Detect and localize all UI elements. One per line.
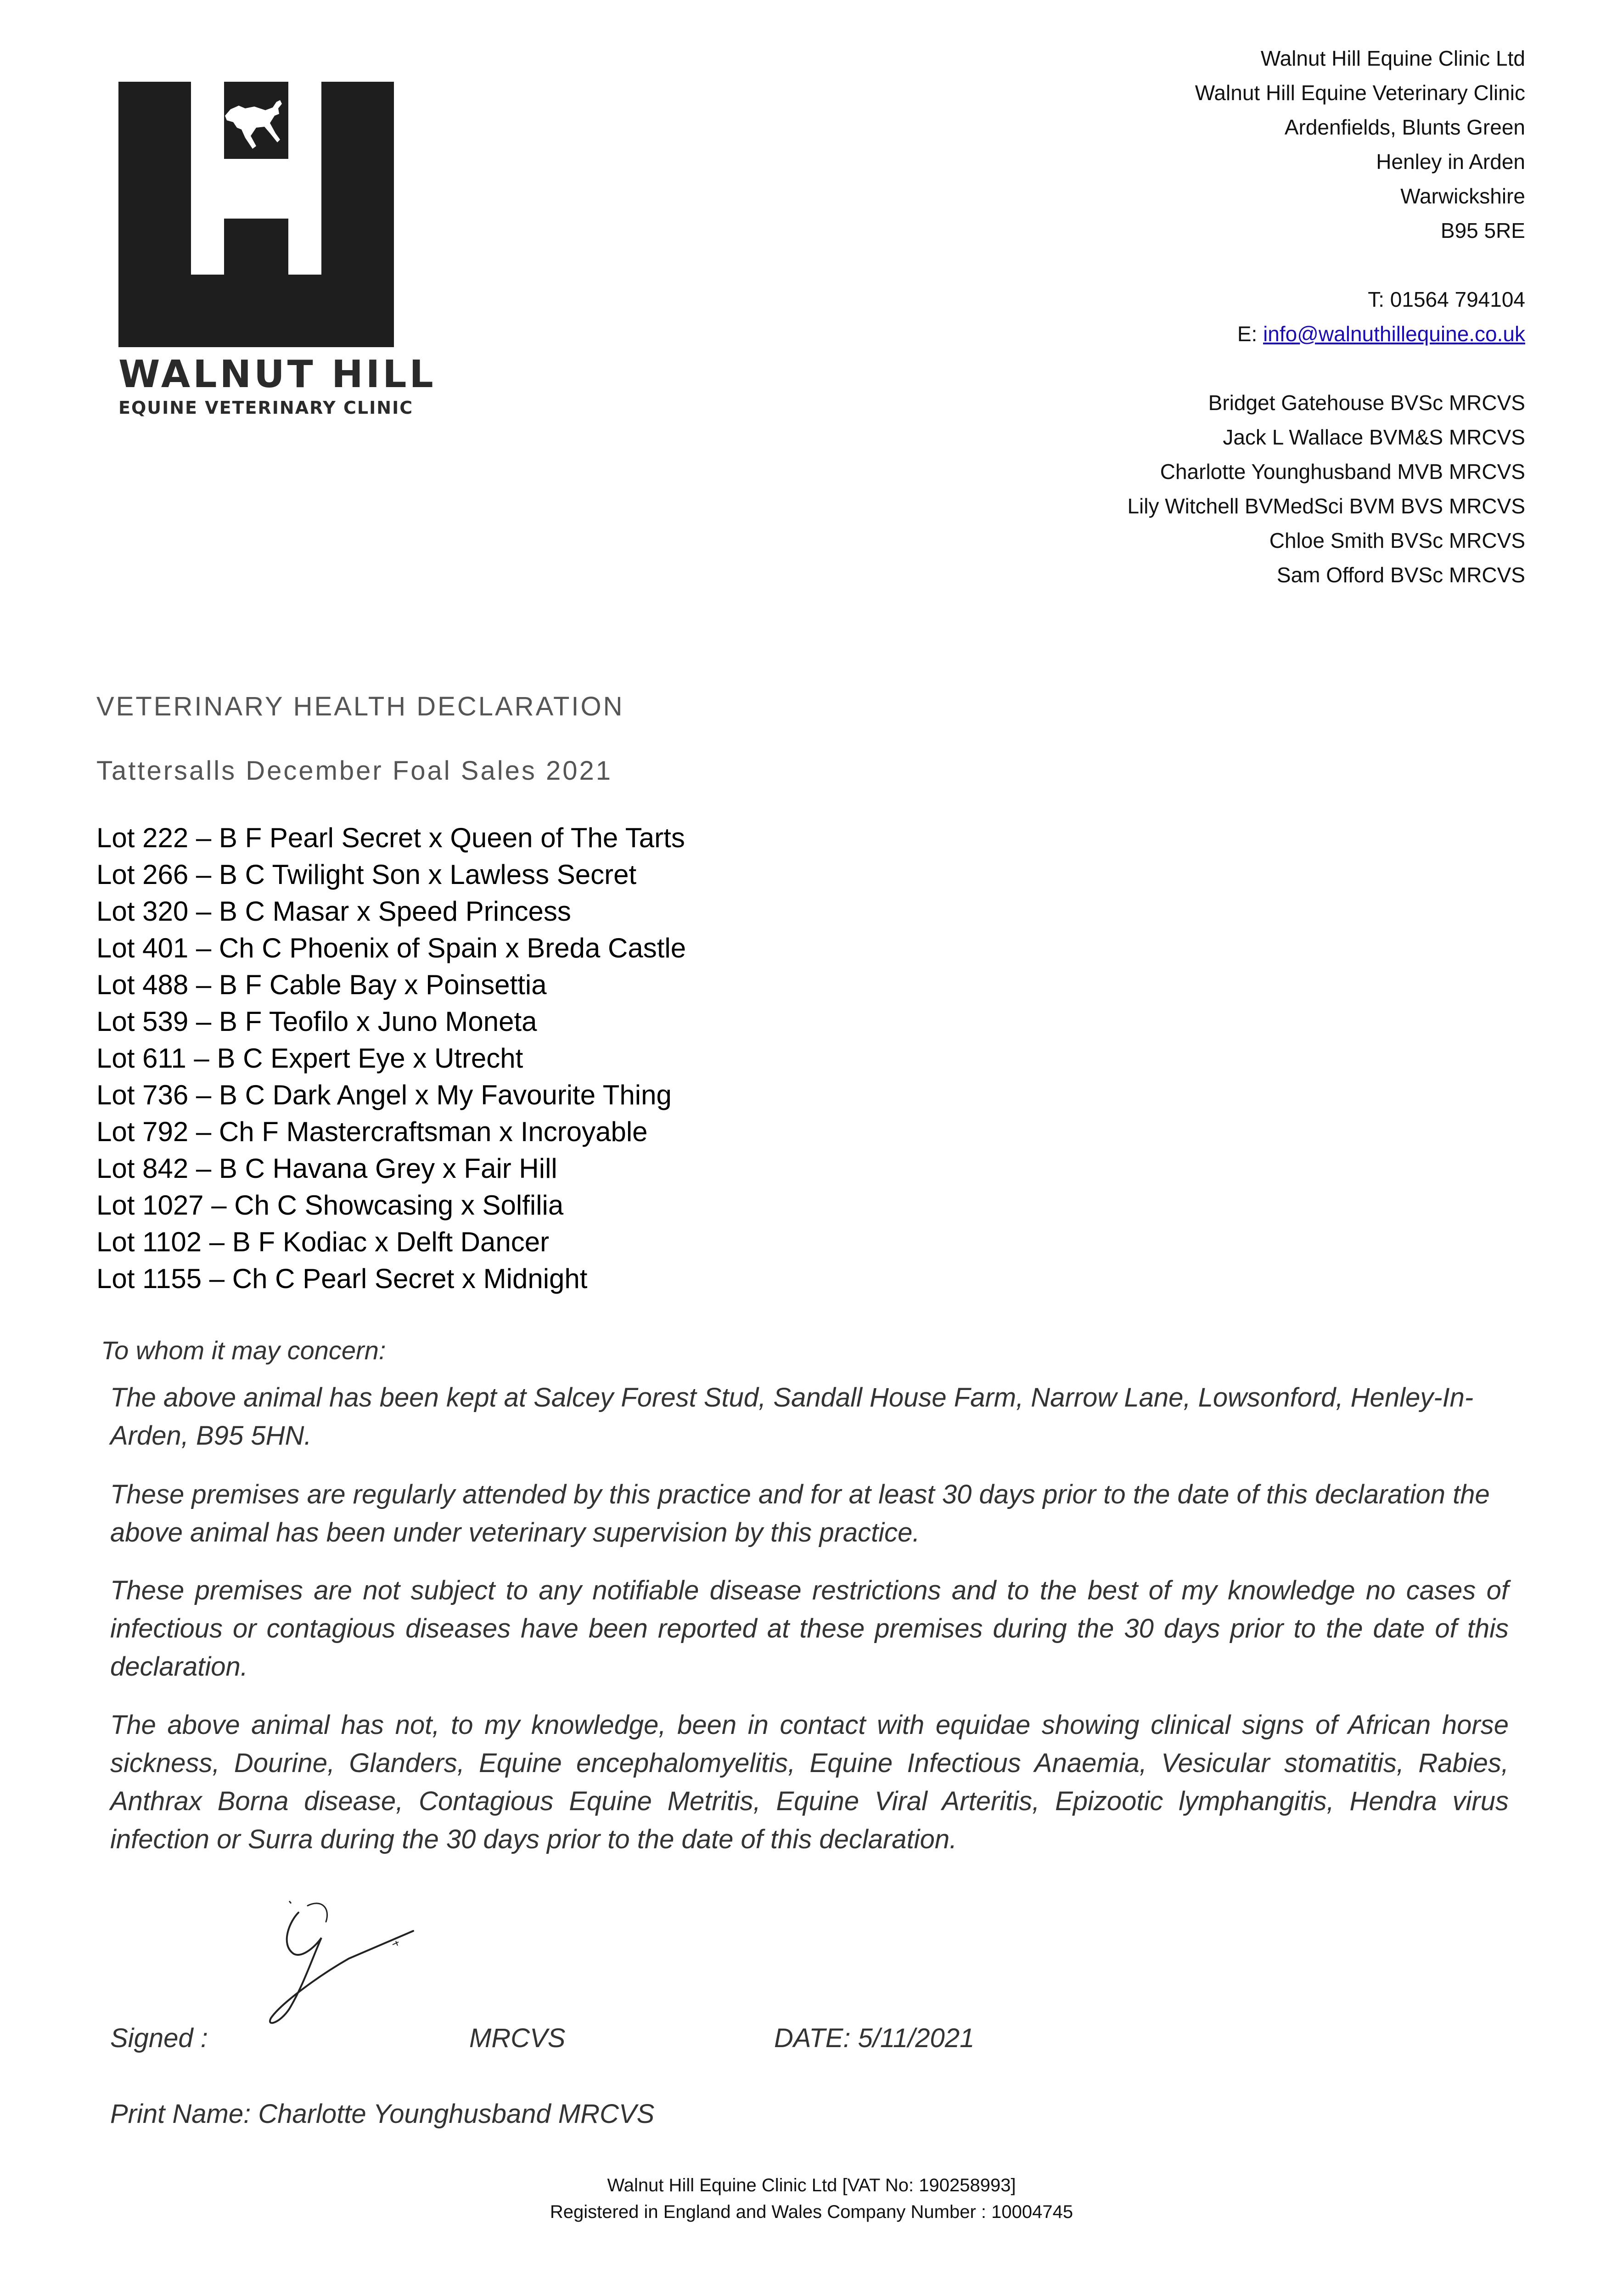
vet-name: Chloe Smith BVSc MRCVS bbox=[1269, 529, 1525, 552]
logo-subtitle: EQUINE VETERINARY CLINIC bbox=[118, 398, 414, 418]
lot-item: Lot 401 – Ch C Phoenix of Spain x Breda Castle bbox=[96, 933, 686, 963]
address-town: Henley in Arden bbox=[1376, 150, 1525, 174]
lot-item: Lot 611 – B C Expert Eye x Utrecht bbox=[96, 1043, 523, 1074]
lot-list bbox=[96, 820, 686, 1297]
lot-item: Lot 266 – B C Twilight Son x Lawless Secret bbox=[96, 859, 637, 890]
declaration-date: DATE: 5/11/2021 bbox=[774, 2023, 975, 2053]
vet-name: Sam Offord BVSc MRCVS bbox=[1276, 563, 1525, 587]
vet-name: Bridget Gatehouse BVSc MRCVS bbox=[1208, 391, 1525, 415]
logo-wordmark: WALNUT HILL bbox=[118, 353, 436, 396]
handwritten-signature bbox=[262, 1894, 445, 2032]
mrcvs-label: MRCVS bbox=[469, 2023, 566, 2053]
lot-item: Lot 320 – B C Masar x Speed Princess bbox=[96, 896, 571, 927]
company-name: Walnut Hill Equine Clinic Ltd bbox=[1260, 46, 1525, 70]
lot-item: Lot 1102 – B F Kodiac x Delft Dancer bbox=[96, 1227, 550, 1257]
document-title: VETERINARY HEALTH DECLARATION bbox=[96, 692, 624, 721]
clinic-logo bbox=[118, 82, 436, 431]
email-line bbox=[882, 317, 1525, 351]
lot-item: Lot 1155 – Ch C Pearl Secret x Midnight bbox=[96, 1263, 588, 1294]
lot-item: Lot 1027 – Ch C Showcasing x Solfilia bbox=[96, 1190, 564, 1221]
lot-item: Lot 842 – B C Havana Grey x Fair Hill bbox=[96, 1153, 557, 1184]
clinic-address-block bbox=[882, 41, 1525, 592]
signed-label: Signed : bbox=[110, 2023, 208, 2053]
vet-name: Lily Witchell BVMedSci BVM BVS MRCVS bbox=[1127, 494, 1525, 518]
footer-registration-line: Registered in England and Wales Company Number : 10004745 bbox=[550, 2202, 1073, 2222]
lot-item: Lot 736 – B C Dark Angel x My Favourite Thing bbox=[96, 1080, 672, 1110]
lot-item: Lot 222 – B F Pearl Secret x Queen of The Tarts bbox=[96, 822, 685, 853]
print-name: Print Name: Charlotte Younghusband MRCVS bbox=[110, 2099, 655, 2129]
lot-item: Lot 792 – Ch F Mastercraftsman x Incroyable bbox=[96, 1116, 648, 1147]
walnut-hill-logo-mark bbox=[118, 82, 394, 347]
address-street: Ardenfields, Blunts Green bbox=[1284, 115, 1525, 139]
lot-item: Lot 539 – B F Teofilo x Juno Moneta bbox=[96, 1006, 537, 1037]
document-subtitle: Tattersalls December Foal Sales 2021 bbox=[96, 756, 613, 786]
address-postcode: B95 5RE bbox=[1440, 219, 1525, 242]
declaration-paragraph-restrictions: These premises are not subject to any notifiable disease restrictions and to the best of my knowledge no cases of infectious or contagious diseases have been reported at these premises during the 30 days prior to the date of this declaration. bbox=[110, 1576, 1509, 1682]
clinic-name: Walnut Hill Equine Veterinary Clinic bbox=[1195, 81, 1525, 105]
lot-item: Lot 488 – B F Cable Bay x Poinsettia bbox=[96, 969, 547, 1000]
vet-name: Jack L Wallace BVM&S MRCVS bbox=[1223, 425, 1525, 449]
declaration-paragraph-premises: The above animal has been kept at Salcey Forest Stud, Sandall House Farm, Narrow Lane, Lowsonford, Henley-In-Arden, B95 5HN. bbox=[110, 1383, 1474, 1451]
vet-name: Charlotte Younghusband MVB MRCVS bbox=[1160, 460, 1525, 484]
footer-vat-line: Walnut Hill Equine Clinic Ltd [VAT No: 190258993] bbox=[607, 2175, 1016, 2195]
address-county: Warwickshire bbox=[1400, 184, 1525, 208]
email-link[interactable]: info@walnuthillequine.co.uk bbox=[1263, 322, 1525, 346]
email-prefix: E: bbox=[1237, 322, 1264, 346]
declaration-paragraph-supervision: These premises are regularly attended by this practice and for at least 30 days prior to the date of this declaration the above animal has been under veterinary supervision by this practice. bbox=[110, 1480, 1490, 1548]
declaration-paragraph-diseases: The above animal has not, to my knowledge, been in contact with equidae showing clinical signs of African horse sickness, Dourine, Glanders, Equine encephalomyelitis, Equine Infectious Anaemia, Vesicular stomatitis, Rabies, Anthrax Borna disease, Contagious Equine Metritis, Equine Viral Arteritis, Epizootic lymphangitis, Hendra virus infection or Surra during the 30 days prior to the date of this declaration. bbox=[110, 1710, 1509, 1854]
page-footer bbox=[0, 2172, 1623, 2225]
greeting: To whom it may concern: bbox=[101, 1336, 386, 1365]
phone-number: T: 01564 794104 bbox=[1368, 287, 1525, 311]
